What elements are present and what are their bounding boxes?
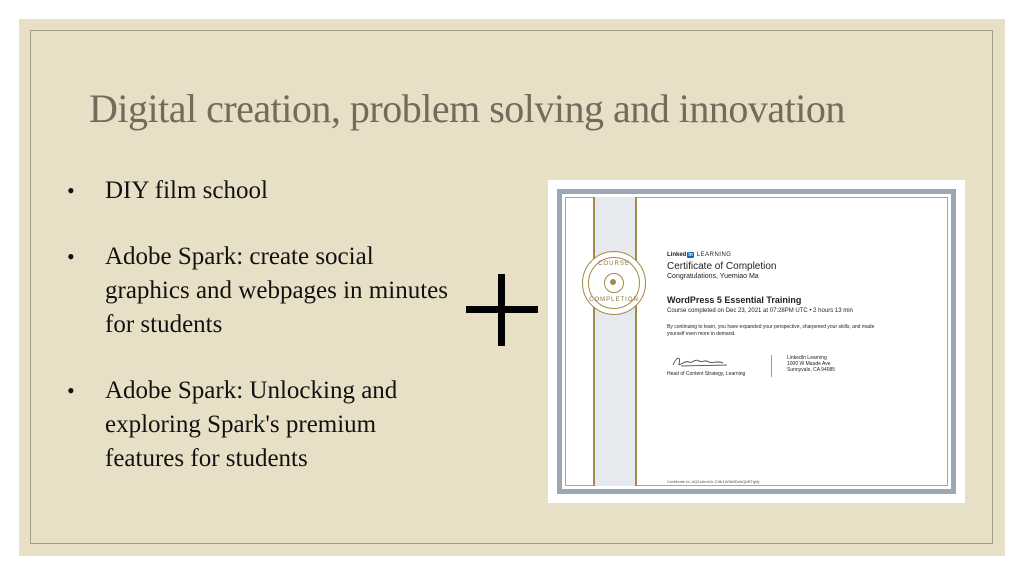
linkedin-in-icon: in — [688, 252, 693, 258]
brand-prefix: Linked — [667, 252, 687, 258]
signer-title: Head of Content Strategy, Learning — [667, 371, 746, 377]
signature-icon — [671, 354, 731, 368]
certificate-title: Certificate of Completion — [667, 261, 777, 272]
slide — [19, 19, 1005, 556]
bullet-list — [67, 174, 457, 508]
completion-seal-icon — [582, 251, 646, 315]
address-block — [787, 355, 835, 373]
certificate-id: Certificate Id: AQ2xArm1h-ZJ8r1WNkfDsNQbRTgMj — [667, 479, 760, 484]
seal-bottom-text: COMPLETION — [589, 297, 639, 303]
medal-icon — [604, 273, 624, 293]
certificate-congrats: Congratulations, Yuemiao Ma — [667, 273, 759, 280]
seal-top-text: COURSE — [598, 261, 630, 267]
address-line: Sunnyvale, CA 94085 — [787, 367, 836, 373]
certificate-content — [667, 252, 947, 382]
slide-title: Digital creation, problem solving and innovation — [89, 86, 845, 131]
certificate-ribbon — [593, 197, 637, 486]
certificate-description: By continuing to learn, you have expanded your perspective, sharpened your skills, and made yourself even more in demand. — [667, 324, 875, 337]
brand-suffix: LEARNING — [696, 252, 732, 258]
bullet-item: • DIY film school — [67, 174, 457, 208]
bullet-item: • Adobe Spark: create social graphics and webpages in minutes for students — [67, 240, 457, 342]
course-name: WordPress 5 Essential Training — [667, 295, 802, 305]
certificate-image — [548, 180, 965, 503]
plus-icon — [466, 274, 538, 346]
linkedin-learning-logo — [667, 252, 947, 258]
address-line: 1000 W Maude Ave — [787, 361, 831, 367]
address-line: LinkedIn Learning — [787, 355, 827, 361]
bullet-item: • Adobe Spark: Unlocking and exploring Spark's premium features for students — [67, 374, 457, 476]
signature-row — [667, 354, 947, 382]
divider — [771, 355, 772, 377]
course-meta: Course completed on Dec 23, 2021 at 07:28PM UTC • 2 hours 13 min — [667, 308, 853, 314]
